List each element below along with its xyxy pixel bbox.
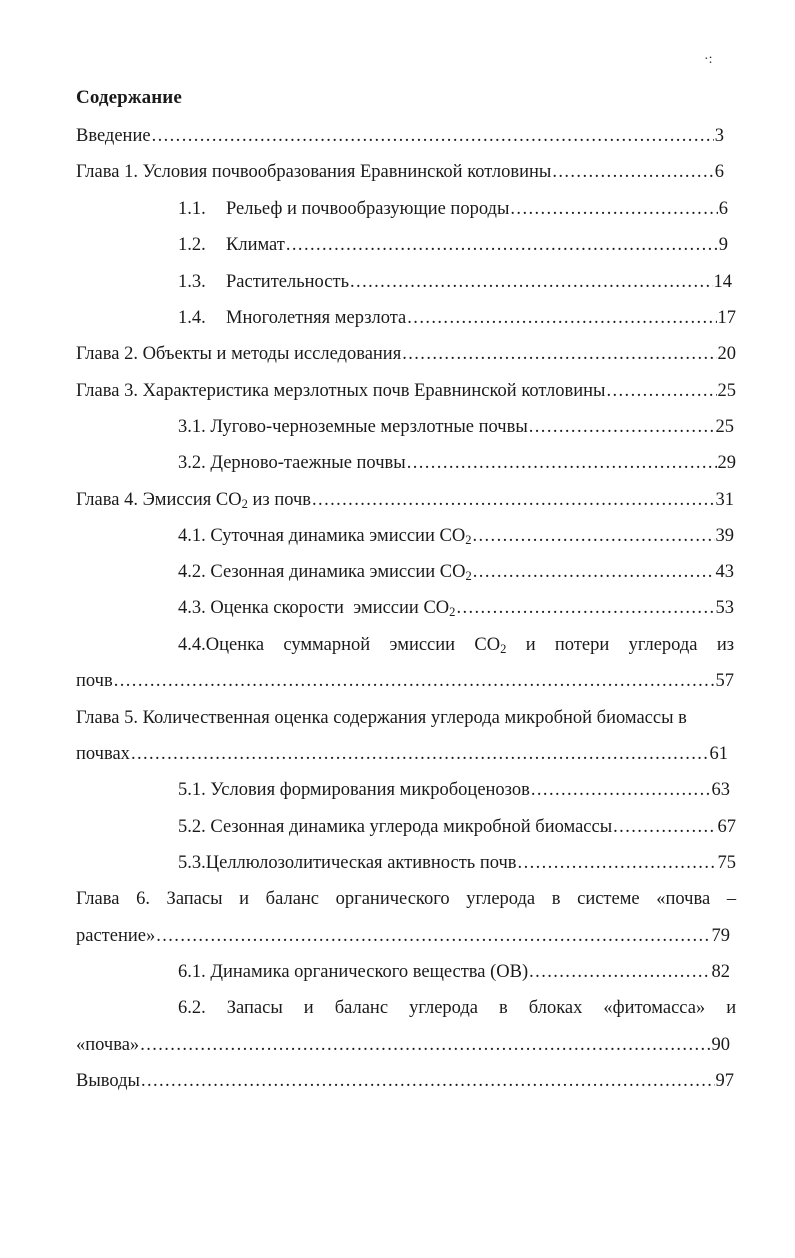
toc-entry-1-3[interactable] [178, 268, 732, 296]
toc-title: Климат [226, 235, 285, 255]
toc-section-number: 1.4. [178, 308, 206, 328]
toc-section-number: 1.3. [178, 272, 206, 292]
toc-entry-5-3[interactable] [178, 849, 736, 877]
toc-title: 5.3.Целлюлозолитическая активность почв [178, 853, 517, 873]
toc-entry-1-4[interactable] [178, 304, 736, 332]
leader-dots [472, 522, 714, 550]
toc-page-number: 6 [714, 162, 724, 182]
toc-title: Глава 4. Эмиссия $CO_2$ из почв [76, 490, 312, 511]
toc-page-number: 20 [717, 344, 736, 364]
toc-page-number: 9 [718, 235, 728, 255]
toc-title: Глава 5. Количественная оценка содержания углерода микробной биомассы в [76, 708, 687, 728]
toc-page-number: 29 [717, 453, 736, 473]
toc-page-number: 25 [717, 381, 736, 401]
leader-dots [131, 740, 709, 768]
toc-page-number: 39 [715, 526, 734, 546]
toc-entry-6-1[interactable] [178, 958, 730, 986]
toc-title: «почва» [76, 1035, 140, 1055]
leader-dots [156, 922, 710, 950]
toc-entry-chapter-3[interactable] [76, 377, 736, 405]
toc-page-number: 14 [713, 272, 732, 292]
toc-title: 6.1. Динамика органического вещества (ОВ) [178, 962, 529, 982]
leader-dots [529, 958, 710, 986]
toc-entry-chapter-5-line2[interactable] [76, 740, 728, 768]
toc-title: Глава 3. Характеристика мерзлотных почв Еравнинской котловины [76, 381, 606, 401]
toc-page-number: 67 [717, 817, 736, 837]
toc-entry-1-2[interactable] [178, 231, 728, 259]
toc-entry-5-2[interactable] [178, 813, 736, 841]
toc-page-number: 25 [715, 417, 734, 437]
leader-dots [407, 449, 717, 477]
leader-dots [613, 813, 716, 841]
leader-dots [312, 486, 714, 514]
leader-dots [531, 776, 711, 804]
toc-entry-3-2[interactable] [178, 449, 736, 477]
toc-title: Растительность [226, 272, 350, 292]
toc-entry-intro[interactable] [76, 122, 724, 150]
leader-dots [350, 268, 712, 296]
toc-page-number: 6 [718, 199, 728, 219]
scan-mark: ·: [704, 52, 713, 67]
toc-title: растение» [76, 926, 156, 946]
toc-page-number: 79 [711, 926, 730, 946]
toc-entry-chapter-6-line1[interactable]: Глава 6. Запасы и баланс органического углерода в системе «почва – [76, 889, 737, 909]
toc-page-number: 53 [715, 598, 734, 618]
toc-title: почвах [76, 744, 130, 764]
toc-entry-1-1[interactable] [178, 195, 728, 223]
toc-page-number: 61 [709, 744, 728, 764]
leader-dots [552, 158, 713, 186]
toc-entry-chapter-5-line1[interactable] [76, 704, 738, 732]
toc-title: 3.1. Лугово-черноземные мерзлотные почвы [178, 417, 528, 437]
leader-dots [518, 849, 717, 877]
leader-dots [606, 377, 716, 405]
leader-dots [529, 413, 715, 441]
toc-title: Рельеф и почвообразующие породы [226, 199, 510, 219]
toc-page-number: 90 [711, 1035, 730, 1055]
toc-entry-4-2[interactable] [178, 558, 734, 586]
toc-page-number: 57 [715, 671, 734, 691]
toc-entry-chapter-6-line2[interactable] [76, 922, 730, 950]
toc-page-number: 63 [711, 780, 730, 800]
toc-title: 3.2. Дерново-таежные почвы [178, 453, 406, 473]
toc-page-number: 3 [714, 126, 724, 146]
toc-entry-6-2-line2[interactable] [76, 1031, 730, 1059]
leader-dots [473, 558, 715, 586]
toc-title: 4.1. Суточная динамика эмиссии $CO_2$ [178, 526, 472, 547]
toc-entry-4-4-line1[interactable]: 4.4.Оценка суммарной эмиссии $CO_2$ и потери углерода из [178, 635, 735, 656]
leader-dots [152, 122, 714, 150]
toc-page-number: 97 [715, 1071, 734, 1091]
toc-page-number: 75 [717, 853, 736, 873]
toc-title: 4.3. Оценка скорости эмиссии $CO_2$ [178, 598, 456, 619]
leader-dots [141, 1067, 715, 1095]
toc-section-number: 1.1. [178, 199, 206, 219]
leader-dots [510, 195, 717, 223]
toc-entry-chapter-1[interactable] [76, 158, 724, 186]
toc-entry-5-1[interactable] [178, 776, 730, 804]
leader-dots [402, 340, 716, 368]
toc-title: Многолетняя мерзлота [226, 308, 407, 328]
toc-entry-chapter-4[interactable] [76, 486, 734, 514]
toc-title: 5.1. Условия формирования микробоценозов [178, 780, 530, 800]
toc-entry-4-4-line2[interactable] [76, 667, 734, 695]
toc-page-number: 31 [715, 490, 734, 510]
toc-entry-6-2-line1[interactable]: 6.2. Запасы и баланс углерода в блоках «фитомасса» и [178, 998, 737, 1018]
leader-dots [456, 594, 714, 622]
toc-entry-conclusions[interactable] [76, 1067, 734, 1095]
leader-dots [114, 667, 715, 695]
toc-entry-3-1[interactable] [178, 413, 734, 441]
toc-page-number: 43 [715, 562, 734, 582]
toc-page-number: 17 [717, 308, 736, 328]
toc-title: 4.2. Сезонная динамика эмиссии $CO_2$ [178, 562, 472, 583]
toc-title: Глава 1. Условия почвообразования Еравнинской котловины [76, 162, 552, 182]
toc-title: Введение [76, 126, 151, 146]
toc-entry-chapter-2[interactable] [76, 340, 736, 368]
toc-entry-4-1[interactable] [178, 522, 734, 550]
toc-title: Выводы [76, 1071, 140, 1091]
toc-title: почв [76, 671, 113, 691]
toc-title: Глава 2. Объекты и методы исследования [76, 344, 402, 364]
toc-entry-4-3[interactable] [178, 594, 734, 622]
leader-dots [140, 1031, 710, 1059]
leader-dots [286, 231, 718, 259]
page-title: Содержание [76, 87, 182, 108]
toc-title: 5.2. Сезонная динамика углерода микробной биомассы [178, 817, 613, 837]
toc-section-number: 1.2. [178, 235, 206, 255]
toc-page-number: 82 [711, 962, 730, 982]
leader-dots [407, 304, 716, 332]
